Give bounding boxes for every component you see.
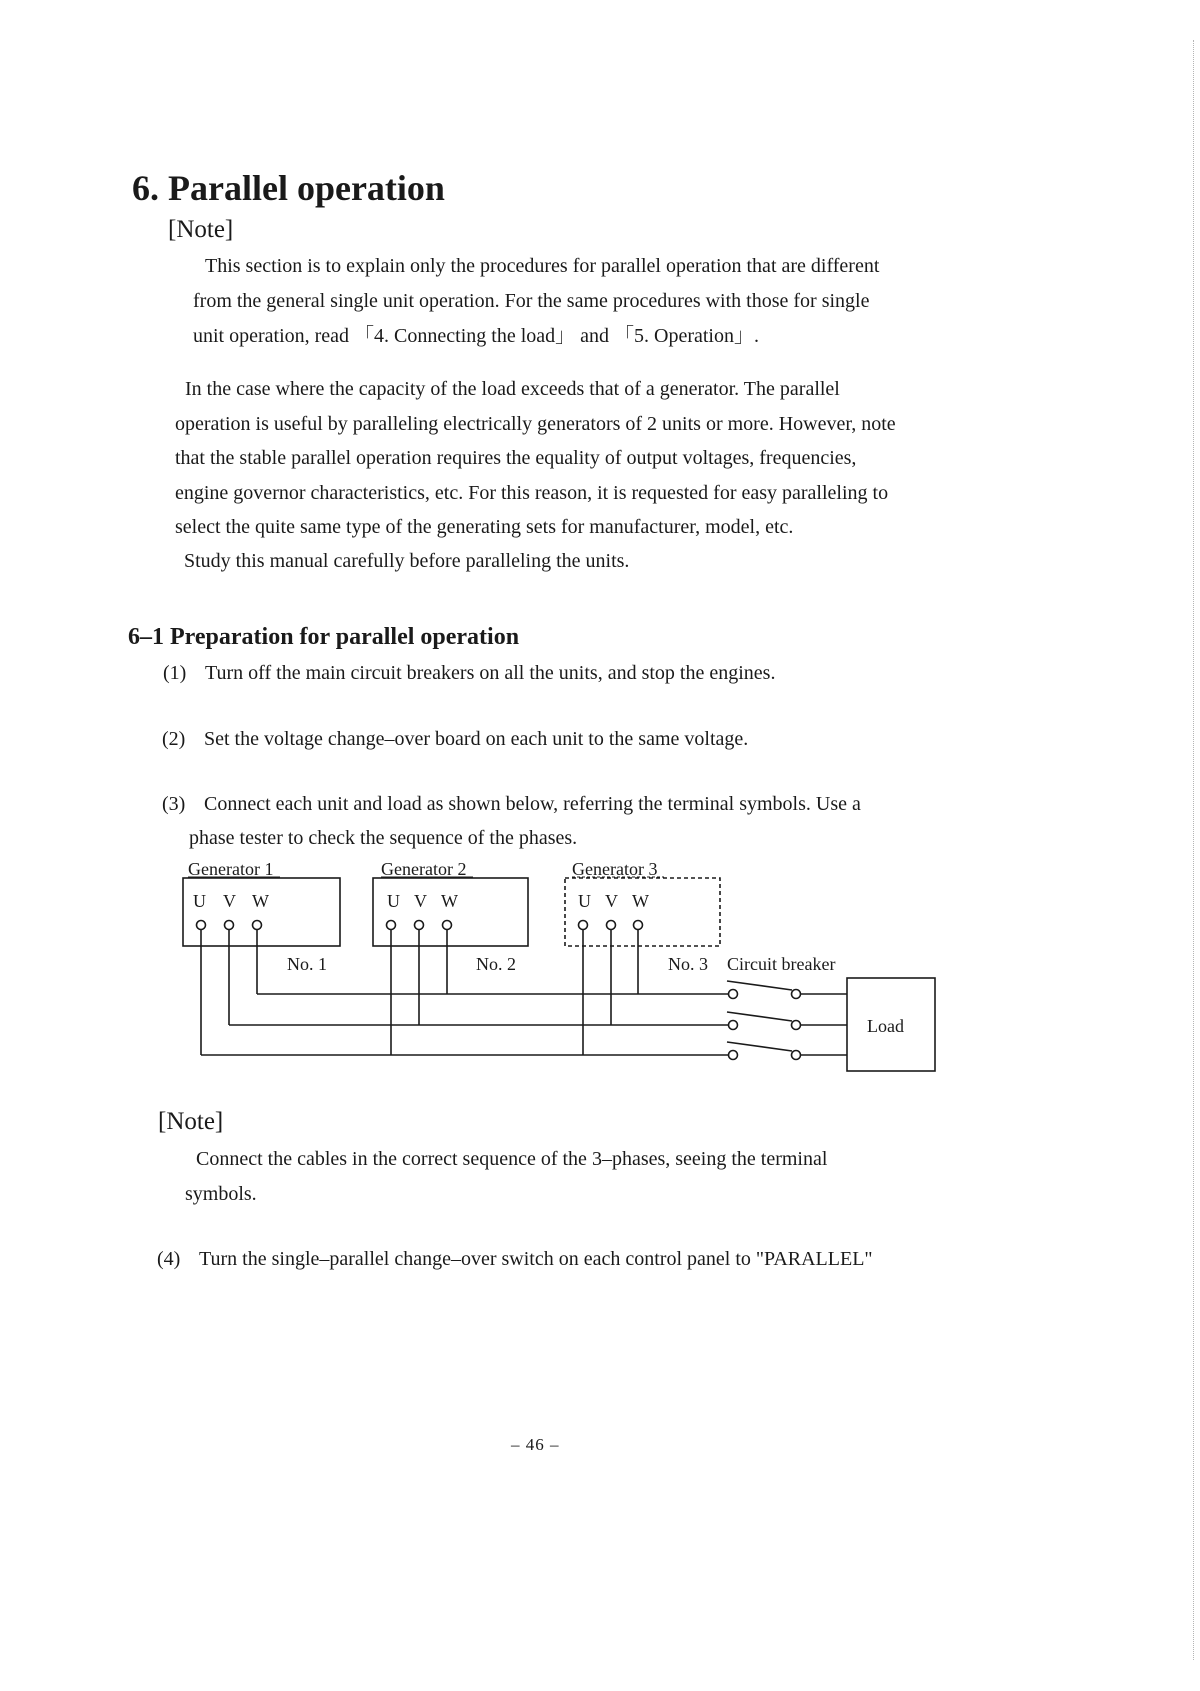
step-text: Turn off the main circuit breakers on all the units, and stop the engines.	[205, 662, 776, 684]
intro-line: operation is useful by paralleling electrically generators of 2 units or more. However, note	[175, 413, 896, 435]
intro-line: Study this manual carefully before paralleling the units.	[184, 550, 630, 572]
note-heading-2: [Note]	[158, 1108, 224, 1135]
circuit-breaker-label: Circuit breaker	[727, 954, 836, 974]
intro-line: that the stable parallel operation requires the equality of output voltages, frequencies,	[175, 447, 857, 469]
note-line: This section is to explain only the procedures for parallel operation that are different	[205, 255, 880, 277]
step-number: (2)	[162, 728, 186, 750]
terminal-label: V	[414, 891, 427, 911]
step-number: (1)	[163, 662, 187, 684]
subsection-title: 6–1 Preparation for parallel operation	[128, 624, 520, 650]
terminal-label: V	[223, 891, 236, 911]
intro-line: select the quite same type of the generating sets for manufacturer, model, etc.	[175, 516, 794, 538]
generator-1-box	[183, 878, 340, 946]
wiring-diagram	[0, 855, 1200, 1085]
note-heading: [Note]	[168, 216, 234, 243]
intro-line: engine governor characteristics, etc. For this reason, it is requested for easy paralleling to	[175, 482, 889, 504]
step-number: (4)	[157, 1248, 181, 1270]
terminal-label: U	[387, 891, 400, 911]
intro-line: In the case where the capacity of the load exceeds that of a generator. The parallel	[185, 378, 840, 400]
step-text: phase tester to check the sequence of the phases.	[189, 827, 578, 849]
generator-2-label: Generator 2	[381, 859, 467, 879]
generator-2-box	[373, 878, 528, 946]
note-line: symbols.	[185, 1183, 257, 1205]
terminal-label: U	[193, 891, 206, 911]
note-line: Connect the cables in the correct sequence of the 3–phases, seeing the terminal	[196, 1148, 828, 1170]
generator-3-box	[565, 878, 720, 946]
terminal-label: W	[441, 891, 458, 911]
cable-label: No. 3	[668, 954, 708, 974]
generator-3-label: Generator 3	[572, 859, 658, 879]
scan-edge	[1193, 40, 1194, 1660]
step-number: (3)	[162, 793, 186, 815]
generator-1-label: Generator 1	[188, 859, 274, 879]
step-text: Set the voltage change–over board on each unit to the same voltage.	[204, 728, 749, 750]
cable-label: No. 2	[476, 954, 516, 974]
note-line: from the general single unit operation. For the same procedures with those for single	[193, 290, 870, 312]
step-text: Turn the single–parallel change–over switch on each control panel to "PARALLEL"	[199, 1248, 873, 1270]
page-title: 6. Parallel operation	[132, 168, 445, 208]
terminal-label: W	[632, 891, 649, 911]
note-line: unit operation, read 「4. Connecting the load」 and 「5. Operation」.	[193, 325, 759, 347]
cable-label: No. 1	[287, 954, 327, 974]
step-text: Connect each unit and load as shown below, referring the terminal symbols. Use a	[204, 793, 861, 815]
page-number: – 46 –	[511, 1435, 560, 1454]
terminal-label: W	[252, 891, 269, 911]
terminal-label: U	[578, 891, 591, 911]
load-label: Load	[867, 1016, 904, 1036]
terminal-label: V	[605, 891, 618, 911]
